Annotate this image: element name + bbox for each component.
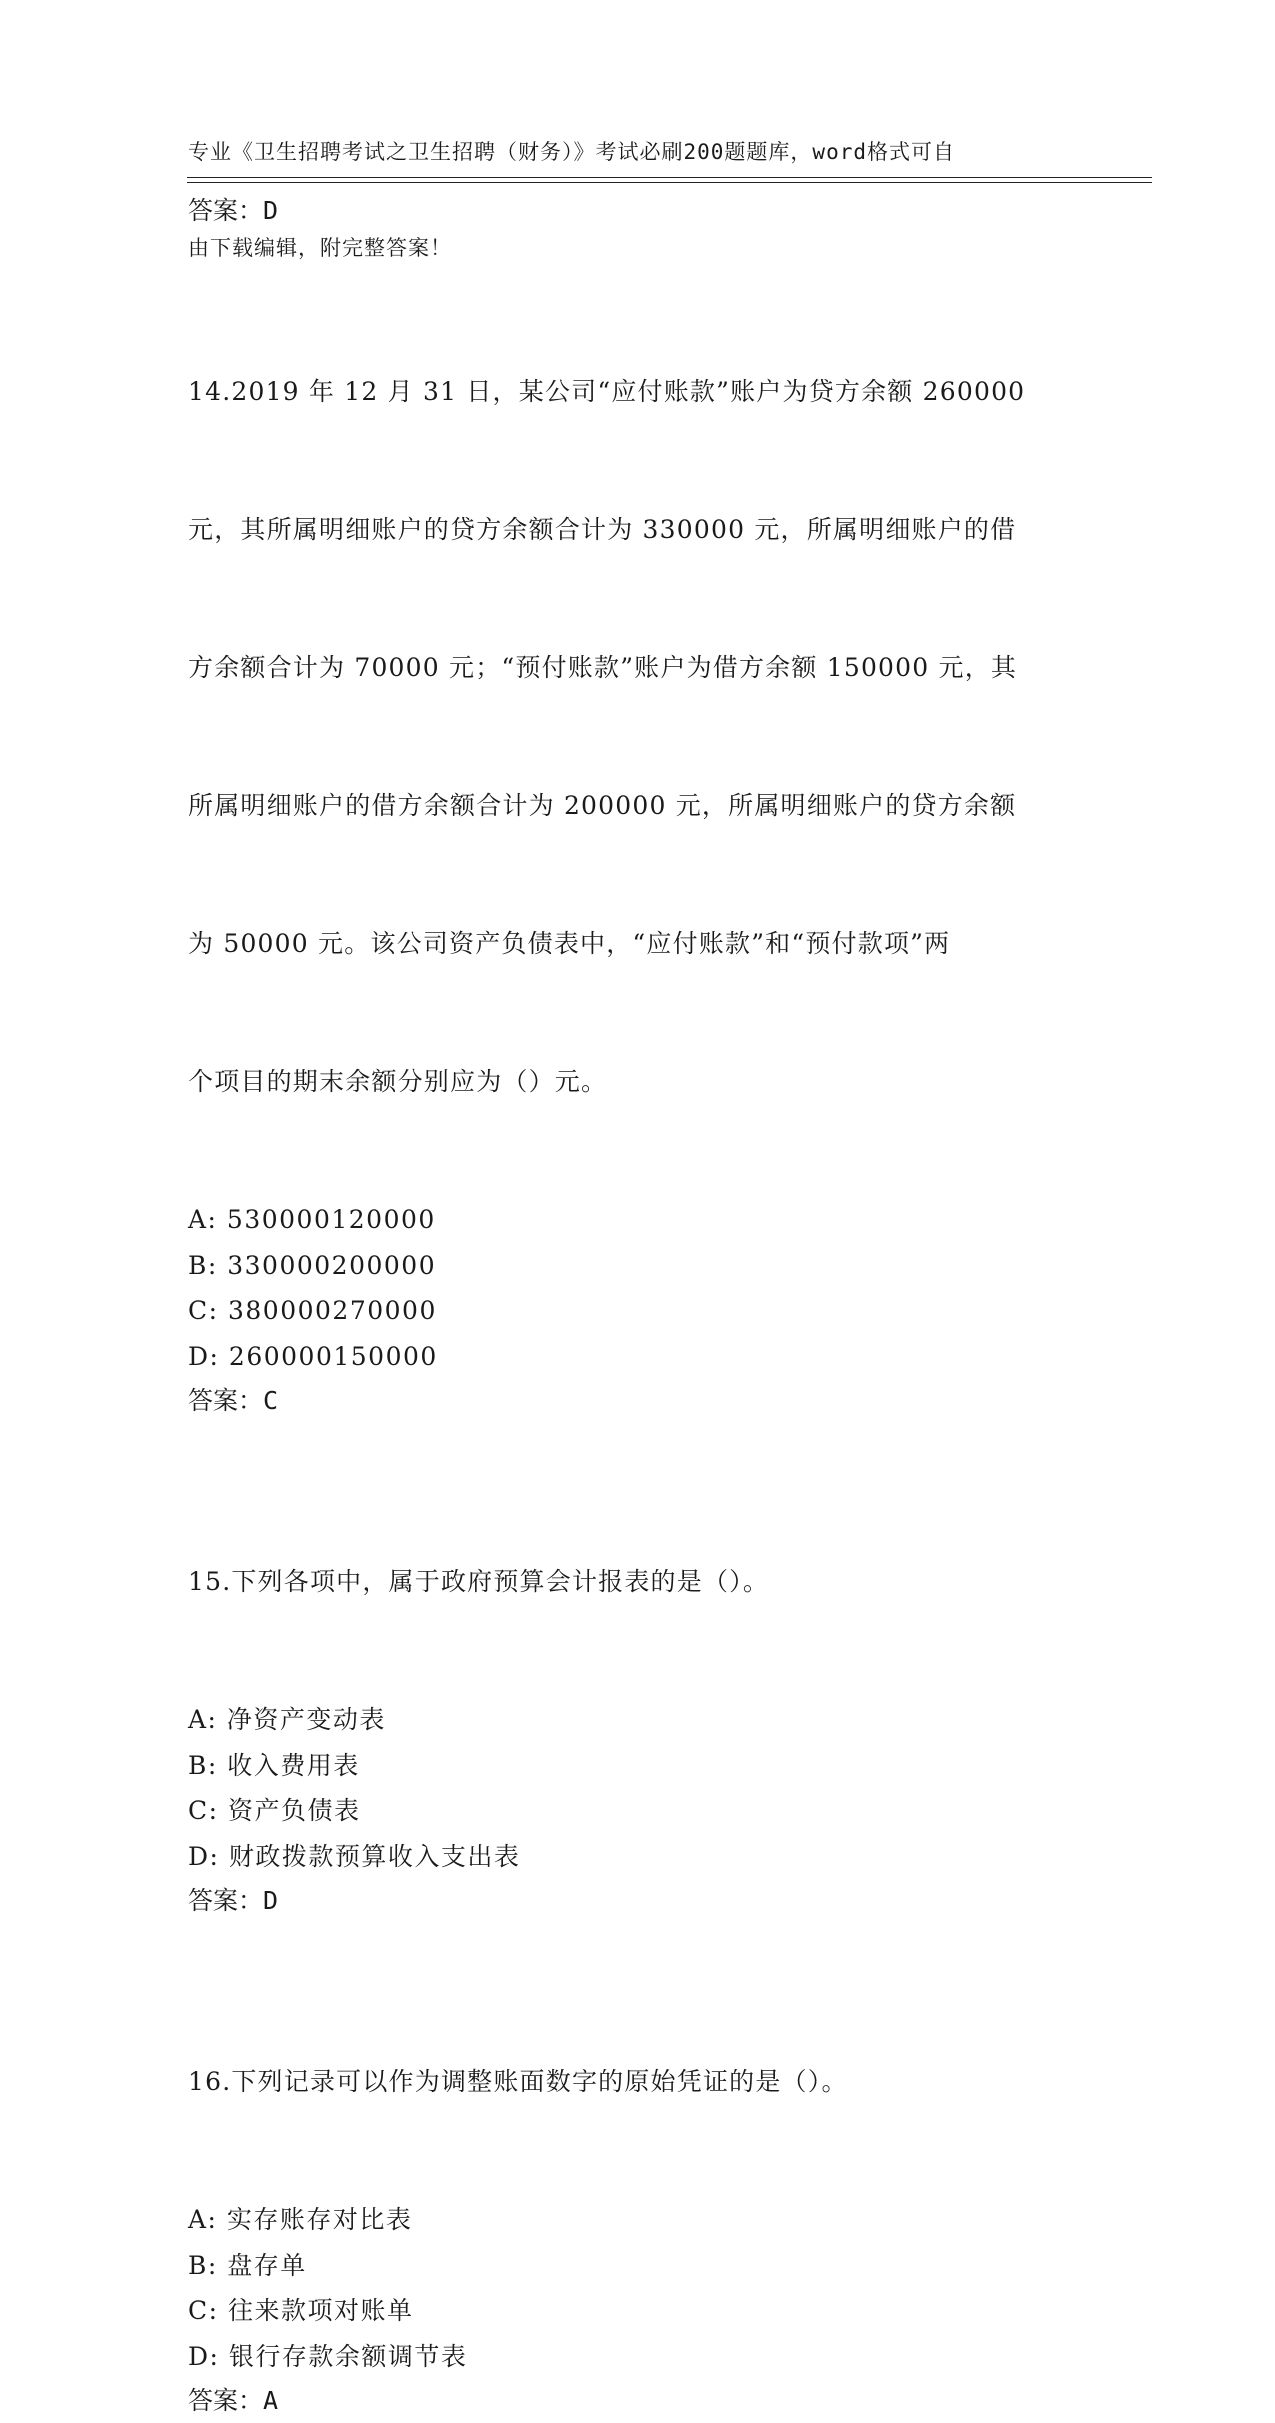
option-c: C: 资产负债表 — [188, 1796, 361, 1825]
previous-answer: 答案：D — [188, 196, 279, 225]
answer-line: 答案：D — [188, 1886, 279, 1915]
question-16 — [188, 1967, 1088, 2423]
option-c: C: 380000270000 — [188, 1296, 437, 1325]
option-a: A: 净资产变动表 — [188, 1705, 386, 1734]
question-text — [188, 277, 1088, 1197]
question-text — [188, 1467, 1088, 1697]
option-b: B: 收入费用表 — [188, 1750, 360, 1780]
option-a: A: 实存账存对比表 — [188, 2205, 413, 2234]
question-14 — [188, 277, 1088, 1423]
question-line: 16.下列记录可以作为调整账面数字的原始凭证的是（）。 — [188, 2067, 848, 2096]
question-line: 14.2019 年 12 月 31 日，某公司“应付账款”账户为贷方余额 260000 — [188, 377, 1026, 406]
question-line: 个项目的期末余额分别应为（）元。 — [188, 1067, 608, 1096]
option-c: C: 往来款项对账单 — [188, 2296, 414, 2325]
header-line-2: 由下载编辑，附完整答案！ — [188, 236, 452, 260]
option-d: D: 260000150000 — [188, 1341, 438, 1371]
question-15 — [188, 1467, 1088, 1923]
header-divider-top — [187, 177, 1152, 178]
question-line: 所属明细账户的借方余额合计为 200000 元，所属明细账户的贷方余额 — [188, 791, 1017, 820]
header-line-1: 专业《卫生招聘考试之卫生招聘（财务）》考试必刷200题题库，word格式可自 — [188, 140, 955, 164]
question-text — [188, 1967, 1088, 2197]
option-d: D: 财政拨款预算收入支出表 — [188, 1841, 521, 1871]
option-a: A: 530000120000 — [188, 1205, 436, 1234]
question-line: 方余额合计为 70000 元；“预付账款”账户为借方余额 150000 元，其 — [188, 653, 1018, 682]
answer-line: 答案：C — [188, 1386, 279, 1415]
header-divider-bottom — [187, 182, 1152, 183]
question-line: 15.下列各项中，属于政府预算会计报表的是（）。 — [188, 1567, 770, 1596]
question-line: 元，其所属明细账户的贷方余额合计为 330000 元，所属明细账户的借 — [188, 515, 1017, 544]
option-b: B: 盘存单 — [188, 2250, 307, 2280]
question-line: 为 50000 元。该公司资产负债表中，“应付账款”和“预付款项”两 — [188, 929, 951, 958]
answer-line: 答案：A — [188, 2386, 279, 2415]
option-d: D: 银行存款余额调节表 — [188, 2341, 468, 2371]
question-list — [188, 189, 1088, 2423]
option-b: B: 330000200000 — [188, 1250, 437, 1280]
